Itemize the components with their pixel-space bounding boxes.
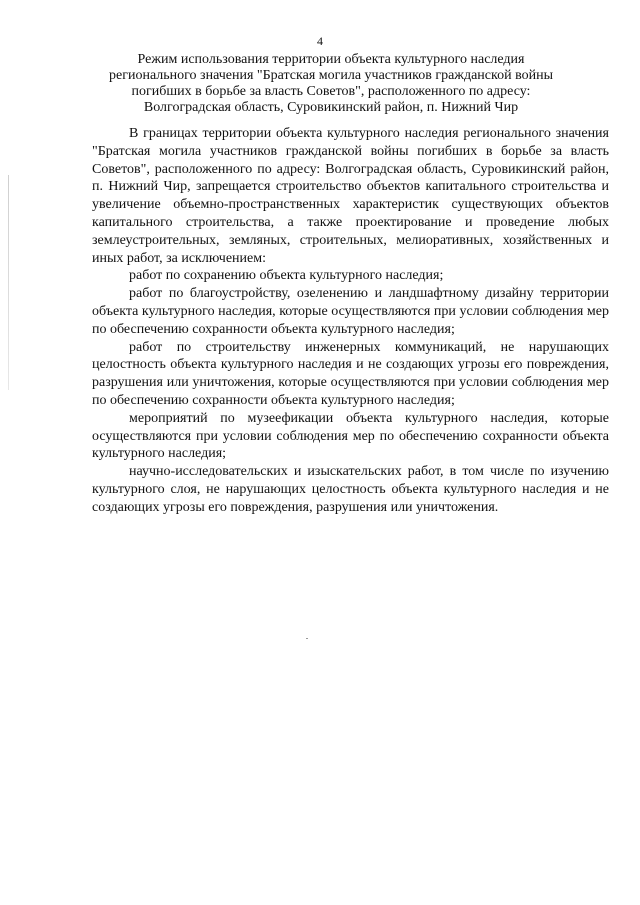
body-paragraph: В границах территории объекта культурного наследия регионального значения "Братская могила участников гражданской войны погибших в борьбе за власть Советов", расположенного по адресу: Волгоградская область, Суровикинский район, п. Нижний Чир, запрещается строительство объектов капитального строительства и увеличение объемно-пространственных характеристик существующих объектов капитального строительства, а также проектирование и проведение любых землеустроительных, земляных, строительных, мелиоративных, хозяйственных и иных работ, за исключением:	[92, 126, 609, 266]
body-paragraph: работ по строительству инженерных коммуникаций, не нарушающих целостность объекта культурного наследия и не создающих угрозы его повреждения, разрушения или уничтожения, которые осуществляются при условии соблюдения мер по обеспечению сохранности объекта культурного наследия;	[92, 339, 609, 408]
body-paragraph: научно-исследовательских и изыскательских работ, в том числе по изучению культурного слоя, не нарушающих целостность объекта культурного наследия и не создающих угрозы его повреждения, разрушения или уничтожения.	[92, 464, 609, 515]
document-body	[92, 125, 609, 517]
body-paragraph: работ по сохранению объекта культурного наследия;	[129, 268, 444, 284]
heading-line: регионального значения "Братская могила участников гражданской войны	[109, 68, 553, 83]
scan-dot	[306, 638, 308, 639]
document-heading	[96, 52, 566, 116]
heading-line: Режим использования территории объекта культурного наследия	[137, 52, 525, 67]
page-number: 4	[317, 34, 323, 48]
heading-line: Волгоградская область, Суровикинский район, п. Нижний Чир	[143, 100, 519, 115]
body-paragraph: работ по благоустройству, озеленению и ландшафтному дизайну территории объекта культурного наследия, которые осуществляются при условии соблюдения мер по обеспечению сохранности объекта культурного наследия;	[92, 286, 609, 337]
heading-line: погибших в борьбе за власть Советов", расположенного по адресу:	[131, 84, 531, 99]
body-paragraph: мероприятий по музеефикации объекта культурного наследия, которые осуществляются при условии соблюдения мер по обеспечению сохранности объекта культурного наследия;	[92, 410, 609, 462]
scan-edge-mark	[8, 175, 9, 390]
